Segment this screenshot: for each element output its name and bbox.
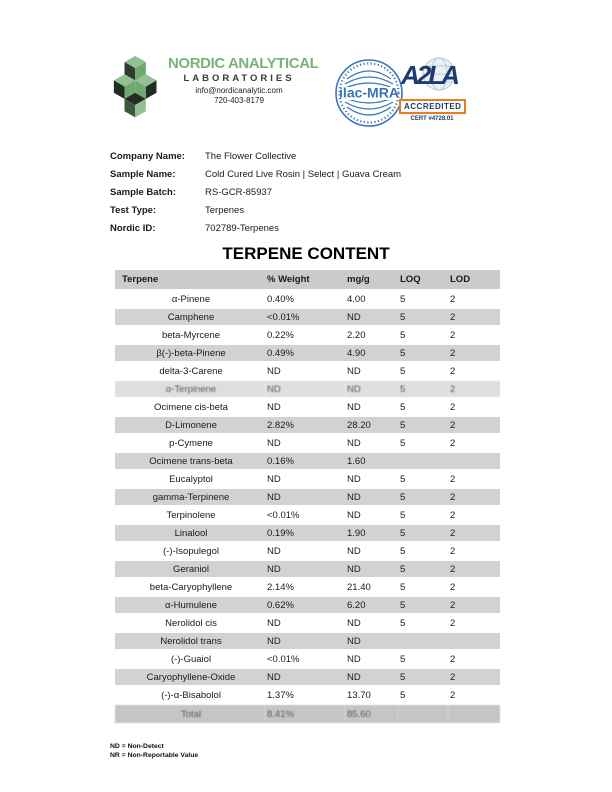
mgg-cell: ND: [345, 362, 398, 380]
loq-cell: 5: [398, 470, 448, 488]
loq-cell: 5: [398, 506, 448, 524]
col-header-lod: LOD: [448, 270, 500, 290]
terpene-name-cell: β(-)-beta-Pinene: [115, 344, 265, 362]
pct-weight-cell: ND: [265, 380, 345, 398]
mgg-cell: ND: [345, 650, 398, 668]
terpene-name-cell: beta-Caryophyllene: [115, 578, 265, 596]
ilac-mra-label: ilac-MRA: [339, 84, 399, 101]
pct-weight-cell: <0.01%: [265, 650, 345, 668]
table-row: [115, 362, 500, 380]
footnote-nd: ND = Non-Detect: [110, 743, 164, 750]
lab-name: NORDIC ANALYTICAL: [168, 55, 319, 72]
a2la-wordmark: A2LA: [401, 60, 457, 90]
terpene-table: [115, 270, 500, 723]
terpene-name-cell: beta-Myrcene: [115, 326, 265, 344]
table-row: [115, 686, 500, 704]
lod-cell: 2: [448, 506, 500, 524]
table-row: [115, 344, 500, 362]
pct-weight-cell: ND: [265, 434, 345, 452]
test-type-value: Terpenes: [205, 204, 245, 216]
lod-cell: 2: [448, 650, 500, 668]
mgg-cell: ND: [345, 434, 398, 452]
pct-weight-cell: ND: [265, 488, 345, 506]
loq-cell: 5: [398, 326, 448, 344]
nordic-id-value: 702789-Terpenes: [205, 222, 279, 234]
terpene-name-cell: p-Cymene: [115, 434, 265, 452]
col-header-mgg: mg/g: [345, 270, 398, 290]
terpene-name-cell: (-)-Guaiol: [115, 650, 265, 668]
lod-cell: 2: [448, 542, 500, 560]
nordic-id-label: Nordic ID:: [110, 222, 156, 234]
col-header-loq: LOQ: [398, 270, 448, 290]
mgg-cell: ND: [345, 668, 398, 686]
a2la-globe-icon: [399, 57, 465, 91]
terpene-name-cell: Ocimene trans-beta: [115, 452, 265, 470]
lod-cell: 2: [448, 578, 500, 596]
terpene-name-cell: (-)-Isopulegol: [115, 542, 265, 560]
pct-weight-cell: 0.19%: [265, 524, 345, 542]
terpene-name-cell: Camphene: [115, 308, 265, 326]
col-header-pct-weight: % Weight: [265, 270, 345, 290]
terpene-name-cell: Linalool: [115, 524, 265, 542]
pct-weight-cell: ND: [265, 362, 345, 380]
table-row: [115, 632, 500, 650]
lab-phone: 720-403-8179: [214, 96, 264, 105]
pct-weight-cell: ND: [265, 560, 345, 578]
terpene-name-cell: Terpinolene: [115, 506, 265, 524]
loq-cell: 5: [398, 488, 448, 506]
table-row: [115, 542, 500, 560]
pct-weight-cell: 0.62%: [265, 596, 345, 614]
terpene-name-cell: Geraniol: [115, 560, 265, 578]
loq-cell: 5: [398, 416, 448, 434]
terpene-name-cell: Eucalyptol: [115, 470, 265, 488]
terpene-name-cell: α-Humulene: [115, 596, 265, 614]
table-row: [115, 290, 500, 308]
table-row: [115, 452, 500, 470]
mgg-cell: 2.20: [345, 326, 398, 344]
total-label: Total: [115, 704, 265, 723]
pct-weight-cell: ND: [265, 668, 345, 686]
pct-weight-cell: ND: [265, 398, 345, 416]
table-row: [115, 668, 500, 686]
loq-cell: 5: [398, 650, 448, 668]
loq-cell: 5: [398, 290, 448, 308]
loq-cell: 5: [398, 560, 448, 578]
terpene-name-cell: α-Terpinene: [115, 380, 265, 398]
a2la-cert-number: CERT #4728.01: [410, 116, 454, 122]
loq-cell: 5: [398, 686, 448, 704]
mgg-cell: ND: [345, 380, 398, 398]
col-header-terpene: Terpene: [115, 270, 265, 290]
table-row: [115, 308, 500, 326]
mgg-cell: ND: [345, 542, 398, 560]
table-row: [115, 560, 500, 578]
table-total-row: [115, 704, 500, 723]
table-row: [115, 416, 500, 434]
loq-cell: 5: [398, 380, 448, 398]
table-row: [115, 614, 500, 632]
table-row: [115, 488, 500, 506]
terpene-name-cell: Caryophyllene-Oxide: [115, 668, 265, 686]
mgg-cell: 13.70: [345, 686, 398, 704]
sample-batch-label: Sample Batch:: [110, 186, 176, 198]
table-row: [115, 434, 500, 452]
lod-cell: 2: [448, 686, 500, 704]
loq-cell: 5: [398, 434, 448, 452]
table-row: [115, 596, 500, 614]
page-title: TERPENE CONTENT: [222, 244, 390, 263]
loq-cell: 5: [398, 308, 448, 326]
table-row: [115, 326, 500, 344]
pct-weight-cell: 0.16%: [265, 452, 345, 470]
lod-cell: 2: [448, 398, 500, 416]
a2la-accredited-label: ACCREDITED: [399, 99, 466, 114]
test-type-label: Test Type:: [110, 204, 157, 216]
mgg-cell: ND: [345, 560, 398, 578]
cubes-logo-icon: [110, 55, 162, 119]
footnote-nr: NR = Non-Reportable Value: [110, 751, 199, 759]
terpene-name-cell: Ocimene cis-beta: [115, 398, 265, 416]
lod-cell: 2: [448, 290, 500, 308]
lod-cell: [448, 452, 500, 470]
lod-cell: 2: [448, 380, 500, 398]
lod-cell: 2: [448, 488, 500, 506]
loq-cell: 5: [398, 668, 448, 686]
info-row-sample-name: [110, 165, 401, 183]
lod-cell: 2: [448, 308, 500, 326]
lod-cell: 2: [448, 614, 500, 632]
lod-cell: 2: [448, 362, 500, 380]
total-loq: [398, 704, 448, 723]
lab-logo: [110, 55, 319, 119]
terpene-name-cell: delta-3-Carene: [115, 362, 265, 380]
mgg-cell: 28.20: [345, 416, 398, 434]
lab-identity: [168, 55, 319, 105]
lod-cell: 2: [448, 596, 500, 614]
pct-weight-cell: <0.01%: [265, 308, 345, 326]
loq-cell: 5: [398, 344, 448, 362]
terpene-name-cell: α-Pinene: [115, 290, 265, 308]
footnotes: [110, 743, 198, 760]
loq-cell: 5: [398, 614, 448, 632]
mgg-cell: ND: [345, 506, 398, 524]
table-row: [115, 506, 500, 524]
mgg-cell: ND: [345, 308, 398, 326]
mgg-cell: ND: [345, 488, 398, 506]
terpene-name-cell: (-)-α-Bisabolol: [115, 686, 265, 704]
mgg-cell: 6.20: [345, 596, 398, 614]
lod-cell: [448, 632, 500, 650]
pct-weight-cell: 1.37%: [265, 686, 345, 704]
pct-weight-cell: ND: [265, 542, 345, 560]
terpene-name-cell: gamma-Terpinene: [115, 488, 265, 506]
pct-weight-cell: <0.01%: [265, 506, 345, 524]
mgg-cell: 21.40: [345, 578, 398, 596]
mgg-cell: ND: [345, 614, 398, 632]
lod-cell: 2: [448, 470, 500, 488]
pct-weight-cell: 2.14%: [265, 578, 345, 596]
mgg-cell: ND: [345, 398, 398, 416]
table-row: [115, 578, 500, 596]
sample-info-block: [110, 147, 401, 237]
total-lod: [448, 704, 500, 723]
table-row: [115, 470, 500, 488]
loq-cell: 5: [398, 596, 448, 614]
sample-name-label: Sample Name:: [110, 168, 176, 180]
loq-cell: 5: [398, 524, 448, 542]
mgg-cell: ND: [345, 632, 398, 650]
info-row-nordic-id: [110, 219, 401, 237]
pct-weight-cell: ND: [265, 470, 345, 488]
mgg-cell: 1.60: [345, 452, 398, 470]
terpene-name-cell: Nerolidol trans: [115, 632, 265, 650]
terpene-table-body: [115, 290, 500, 704]
pct-weight-cell: 0.49%: [265, 344, 345, 362]
company-name-value: The Flower Collective: [205, 150, 297, 162]
sample-batch-value: RS-GCR-85937: [205, 186, 273, 198]
table-row: [115, 524, 500, 542]
info-row-company: [110, 147, 401, 165]
loq-cell: 5: [398, 542, 448, 560]
loq-cell: 5: [398, 398, 448, 416]
loq-cell: [398, 632, 448, 650]
pct-weight-cell: 0.40%: [265, 290, 345, 308]
lod-cell: 2: [448, 668, 500, 686]
terpene-name-cell: Nerolidol cis: [115, 614, 265, 632]
loq-cell: 5: [398, 362, 448, 380]
lod-cell: 2: [448, 344, 500, 362]
lod-cell: 2: [448, 524, 500, 542]
ilac-mra-badge-icon: [333, 57, 405, 129]
total-pct-weight: 8.41%: [265, 704, 345, 723]
pct-weight-cell: ND: [265, 614, 345, 632]
terpene-name-cell: D-Limonene: [115, 416, 265, 434]
pct-weight-cell: 0.22%: [265, 326, 345, 344]
pct-weight-cell: 2.82%: [265, 416, 345, 434]
table-row: [115, 398, 500, 416]
mgg-cell: 1.90: [345, 524, 398, 542]
mgg-cell: ND: [345, 470, 398, 488]
mgg-cell: 4.90: [345, 344, 398, 362]
total-mgg: 85.60: [345, 704, 398, 723]
lod-cell: 2: [448, 416, 500, 434]
lod-cell: 2: [448, 326, 500, 344]
lab-email: info@nordicanalytic.com: [195, 86, 283, 95]
table-row: [115, 380, 500, 398]
pct-weight-cell: ND: [265, 632, 345, 650]
company-name-label: Company Name:: [110, 150, 185, 162]
a2la-badge: [399, 57, 465, 131]
loq-cell: 5: [398, 578, 448, 596]
sample-name-value: Cold Cured Live Rosin | Select | Guava Cream: [205, 168, 402, 180]
lod-cell: 2: [448, 434, 500, 452]
lab-subtitle: LABORATORIES: [183, 73, 295, 84]
lod-cell: 2: [448, 560, 500, 578]
info-row-sample-batch: [110, 183, 401, 201]
table-row: [115, 650, 500, 668]
mgg-cell: 4.00: [345, 290, 398, 308]
table-header-row: [115, 270, 500, 290]
info-row-test-type: [110, 201, 401, 219]
loq-cell: [398, 452, 448, 470]
